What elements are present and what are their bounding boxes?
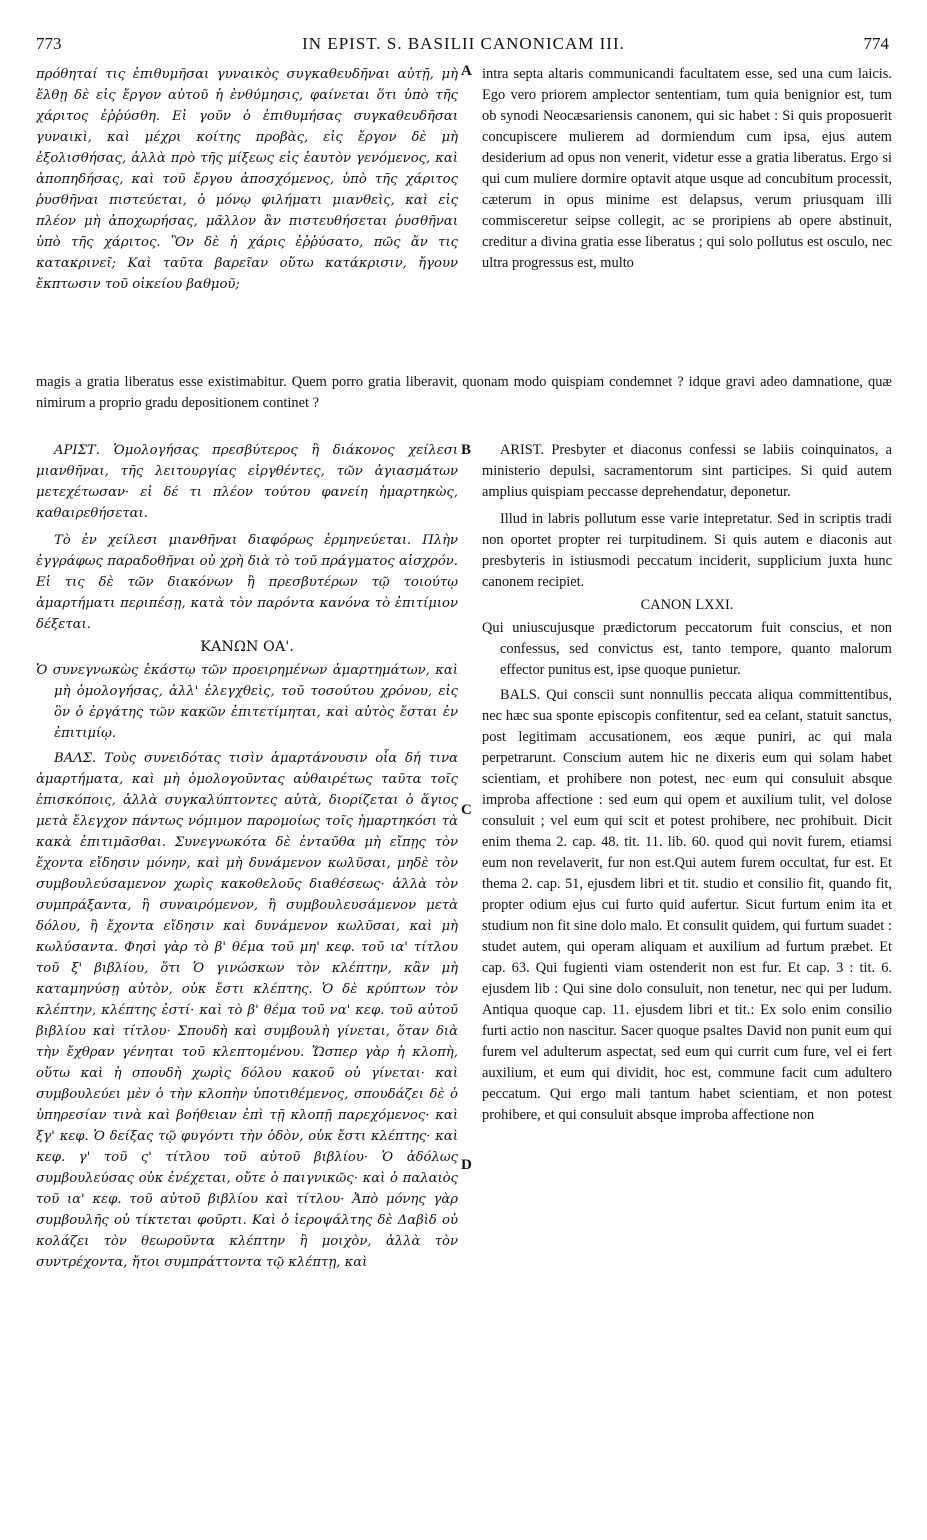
page-number-right: 774 [863, 34, 889, 53]
note-greek: Τὸ ἐν χείλεσι μιανθῆναι διαφόρως ἑρμηνεύεται. Πλὴν ἐγγράφως παραδοθῆναι οὐ χρὴ διὰ τὸ τοῦ πράγματος αἰσχρόν. Εἰ τις δὲ τῶν διακόνων ἢ πρεσβυτέρων τῷ τοιούτῳ ἁμαρτήματι περιπέσῃ, κατὰ τὸν παρόντα κανόνα τὸ ἐπιτίμιον δέξεται. [36, 533, 458, 632]
canon-text-latin: Qui uniuscujusque prædictorum peccatorum fuit conscius, et non confessus, sed convictus est, tanto tempore, quanto malorum effector punitus est, ipse quoque punietur. [482, 620, 892, 678]
top-latin-text [482, 64, 892, 370]
latin-continuation: magis a gratia liberatus esse existimabitur. Quem porro gratia liberavit, quonam modo quispiam condemnet ? idque gravi adeo damnatione, quæ nimirum a proprio gradu depositionem continet ? [36, 374, 892, 411]
running-title: IN EPIST. S. BASILII CANONICAM III. [302, 34, 625, 53]
canon-title-greek: ΚΑΝΩΝ ΟΑ'. [200, 639, 294, 655]
greek-paragraph: πρόθηταί τις ἐπιθυμῆσαι γυναικὸς συγκαθευδῆναι αὐτῇ, μὴ ἔλθῃ δὲ εἰς ἔργον αὐτοῦ ἡ ἐνθύμησις, φαίνεται ὅτι ὑπὸ τῆς χάριτος ἐῤῥύσθη. Εἰ γοῦν ὁ ἐπιθυμήσας συγκαθευδῆσαι γυναικὶ, καὶ μέχρι κοίτης προβὰς, εἰς ἔργον δὲ μὴ ἐξολισθήσας, ἀλλὰ πρὸ τῆς μίξεως εἰς ἑαυτὸν γενόμενος, καὶ ἀποπηδήσας, καὶ τοῦ ἔργου ἀποσχόμενος, ὑπὸ τῆς χάριτος ῥυσθῆναι πιστεύεται, ὁ μόνῳ φιλήματι μιανθεὶς, καὶ εἰς πλέον μὴ ἀποχωρήσας, μᾶλλον ἂν πιστευθήσεται ῥυσθῆναι ὑπὸ τῆς χάριτος. Ὃν δὲ ἡ χάρις ἐῤῥύσατο, πῶς ἄν τις κατακρινεῖ; Καὶ ταῦτα βαρεῖαν οὕτω κατάκρισιν, ἤγουν ἔκπτωσιν τοῦ οἰκείου βαθμοῦ; [36, 67, 458, 292]
note-latin: Illud in labris pollutum esse varie intepretatur. Sed in scriptis tradi non oportet propter rei turpitudinem. Si quis autem e diaconis aut presbyteris in istiusmodi peccatum inciderit, supplicium juxta hunc canonem recipiet. [482, 511, 892, 590]
canon-text-greek: Ὁ συνεγνωκὼς ἑκάστῳ τῶν προειρημένων ἁμαρτημάτων, καὶ μὴ ὁμολογήσας, ἀλλ' ἐλεγχθεὶς, τοῦ τοσούτου χρόνου, εἰς ὃν ὁ ἐργάτης τῶν κακῶν ἐπιτετίμηται, καὶ αὐτὸς ἔσται ἐν ἐπιτιμίῳ. [36, 663, 458, 741]
arist-latin: ARIST. Presbyter et diaconus confessi se labiis coinquinatos, a ministerio depulsi, sacramentorum sint participes. Si quid autem amplius quispiam peccasse deprehendatur, deponetur. [482, 442, 892, 500]
page-header [0, 34, 927, 60]
section-mark-c: C [461, 802, 472, 818]
page-number-left: 773 [36, 34, 62, 53]
latin-paragraph: intra septa altaris communicandi facultatem esse, sed una cum laicis. Ego vero priorem amplector sententiam, tum quia benignior est, tum ob synodi Neocæsariensis canonem, qui sic habet : Si quis proposuerit concupiscere mulierem ad dormiendum cum ipsa, ejus autem desiderium ad opus non venerit, videtur esse a gratia liberatus. Ergo si qui cum muliere dormire optavit atque usque ad concubitum processit, cæterum in opus minime est delapsus, verum priusquam illi commisceretur seipse collegit, ac se proripiens ab opere abstinuit, creditur a divina gratia esse liberatus ; qui solo pollutus est osculo, nec ultra progressus est, multo [482, 66, 892, 271]
arist-greek: ΑΡΙΣΤ. Ὁμολογήσας πρεσβύτερος ἢ διάκονος χείλεσι μιανθῆναι, τῆς λειτουργίας εἰργθέντες, τῶν ἁγιασμάτων μετεχέτωσαν· εἰ δέ τι πλέον τούτου φανείη ἡμαρτηκὼς, καθαιρεθήσεται. [36, 443, 458, 521]
left-column-greek [36, 440, 458, 1530]
section-mark-b: B [461, 442, 472, 458]
bals-greek: ΒΑΛΣ. Τοὺς συνειδότας τισὶν ἁμαρτάνουσιν οἷα δή τινα ἁμαρτήματα, καὶ μὴ ὁμολογοῦντας αὐθαιρέτως ταῦτα τοῖς ἐπισκόποις, ἀλλὰ συγκαλύπτοντες αὐτὰ, διορίζεται ὁ ἅγιος μετὰ ἔλεγχον πάντως νόμιμον παρομοίως τοῖς ἡμαρτηκόσι τὰ κακὰ ἐπιτιμᾶσθαι. Συνεγνωκότα δὲ ἐνταῦθα μὴ εἴπῃς τὸν ἔχοντα εἴδησιν μόνην, καὶ μὴ δυνάμενον κωλῦσαι, μηδὲ τὸν συμβουλεύσαμενον χωρὶς κακοθελοῦς διαθέσεως· ἀλλὰ τὸν συμπράξαντα, ἢ συναιρόμενον, ἢ συμβουλευσάμενον μετὰ δόλου, ἢ ἔχοντα εἴδησιν καὶ δυνάμενον κωλῦσαι, καὶ μὴ κωλύσαντα. Φησὶ γὰρ τὸ β' θέμα τοῦ μη' κεφ. τοῦ ια' τίτλου τοῦ ξ' βιβλίου, ὅτι Ὁ γινώσκων τὸν κλέπτην, κἂν μὴ καταμηνύσῃ αὐτὸν, οὐκ ἔστι κλέπτης. Ὁ δὲ κρύπτων τὸν κλέπτην, κλέπτης ἐστί· καὶ τὸ β' θέμα τοῦ να' κεφ. τοῦ αὐτοῦ βιβλίου καὶ τίτλου· Σπουδὴ καὶ συμβουλὴ γίνεται, ὅταν διὰ τὴν ἔχθραν γένηται τοῦ κλεπτομένου. Ὥσπερ γὰρ ἡ κλοπὴ, οὕτω καὶ ἡ σπουδὴ χωρὶς δόλου κακοῦ οὐ γίνεται· καὶ συμβουλεύει μὲν ὁ τὴν κλοπὴν ὑποτιθέμενος, σπουδάζει δὲ ὁ ὑπηρεσίαν τινὰ καὶ βοήθειαν ἐπὶ τῇ κλοπῇ παρεχόμενος· καὶ ξγ' κεφ. Ὁ δείξας τῷ φυγόντι τὴν ὁδὸν, οὐκ ἔστι κλέπτης· καὶ κεφ. γ' τοῦ ς' τίτλου τοῦ αὐτοῦ βιβλίου· Ὁ ἀδόλως συμβουλεύσας οὐκ ἐνέχεται, οὔτε ὁ παιγνικῶς· καὶ ὁ παλαιὸς τοῦ ια' κεφ. τοῦ αὐτοῦ βιβλίου καὶ τίτλου· Ἀπὸ μόνης γὰρ συμβουλῆς οὐ τίκτεται φοῦρτι. Καὶ ὁ ἱεροψάλτης δὲ Δαβὶδ οὐ κολάζει τὸν θεωροῦντα κλέπτην ἢ μοιχὸν, ἀλλὰ τὸν συντρέχοντα, ἤτοι συμπράττοντα τῷ κλέπτῃ, καὶ [36, 751, 458, 1270]
right-column-latin [482, 440, 892, 1530]
top-latin-full-width [36, 372, 892, 414]
bals-latin: BALS. Qui conscii sunt nonnullis peccata aliqua committentibus, nec hæc sua sponte episcopis confitentur, sed ea celant, statuit sanctus, post legitimam accusationem, eos æque puniri, ac qui mala perpetrarunt. Conscium autem hic ne dixeris eum qui solam habet scientiam, et prohibere non potest, nec eum qui consuluit absque improba affectione : sed eum qui opem et auxilium tulit, vel dolose consuluit ; vel eum qui scit et potest prohibere, nec prohibuit. Dicit enim thema 2. cap. 48. tit. 11. lib. 60. quod qui novit furem, etiamsi eum non revelaverit, fur non est.Qui autem furem occultat, fur est. Et thema 2. cap. 51, ejusdem libri et tit. studio et consilio fit, quando fit, propter odium ejus cui furto quid aufertur. Sicut furtum enim ita et studium non fit sine dolo malo. Et consulit quidem, qui furtum suadet : studet autem, qui operam aliquam et auxilium ad furtum præbet. Et cap. 63. Qui fugienti viam ostenderit non est fur. Et cap. 3 : tit. 6. ejusdem lib : Qui sine dolo consuluit, non tenetur, nec qui per ludum. Antiqua quoque cap. 11. ejusdem libri et tit.: Ex solo enim consilio furti actio non nascitur. Sacer quoque psaltes David non punit eum qui furem vel adulterum aspectat, sed eum qui currit cum fure, vel ei fert auxilium, et eum qui dividit, hoc est, commune facit cum adultero peccatum. Qui ergo mali tantum habet scientiam, et non potest prohibere, et qui consuluit absque improba affectione non [482, 687, 892, 1123]
canon-title-latin: CANON LXXI. [640, 597, 734, 613]
section-mark-a: A [461, 63, 472, 79]
top-greek-text [36, 64, 458, 370]
section-mark-d: D [461, 1157, 472, 1173]
